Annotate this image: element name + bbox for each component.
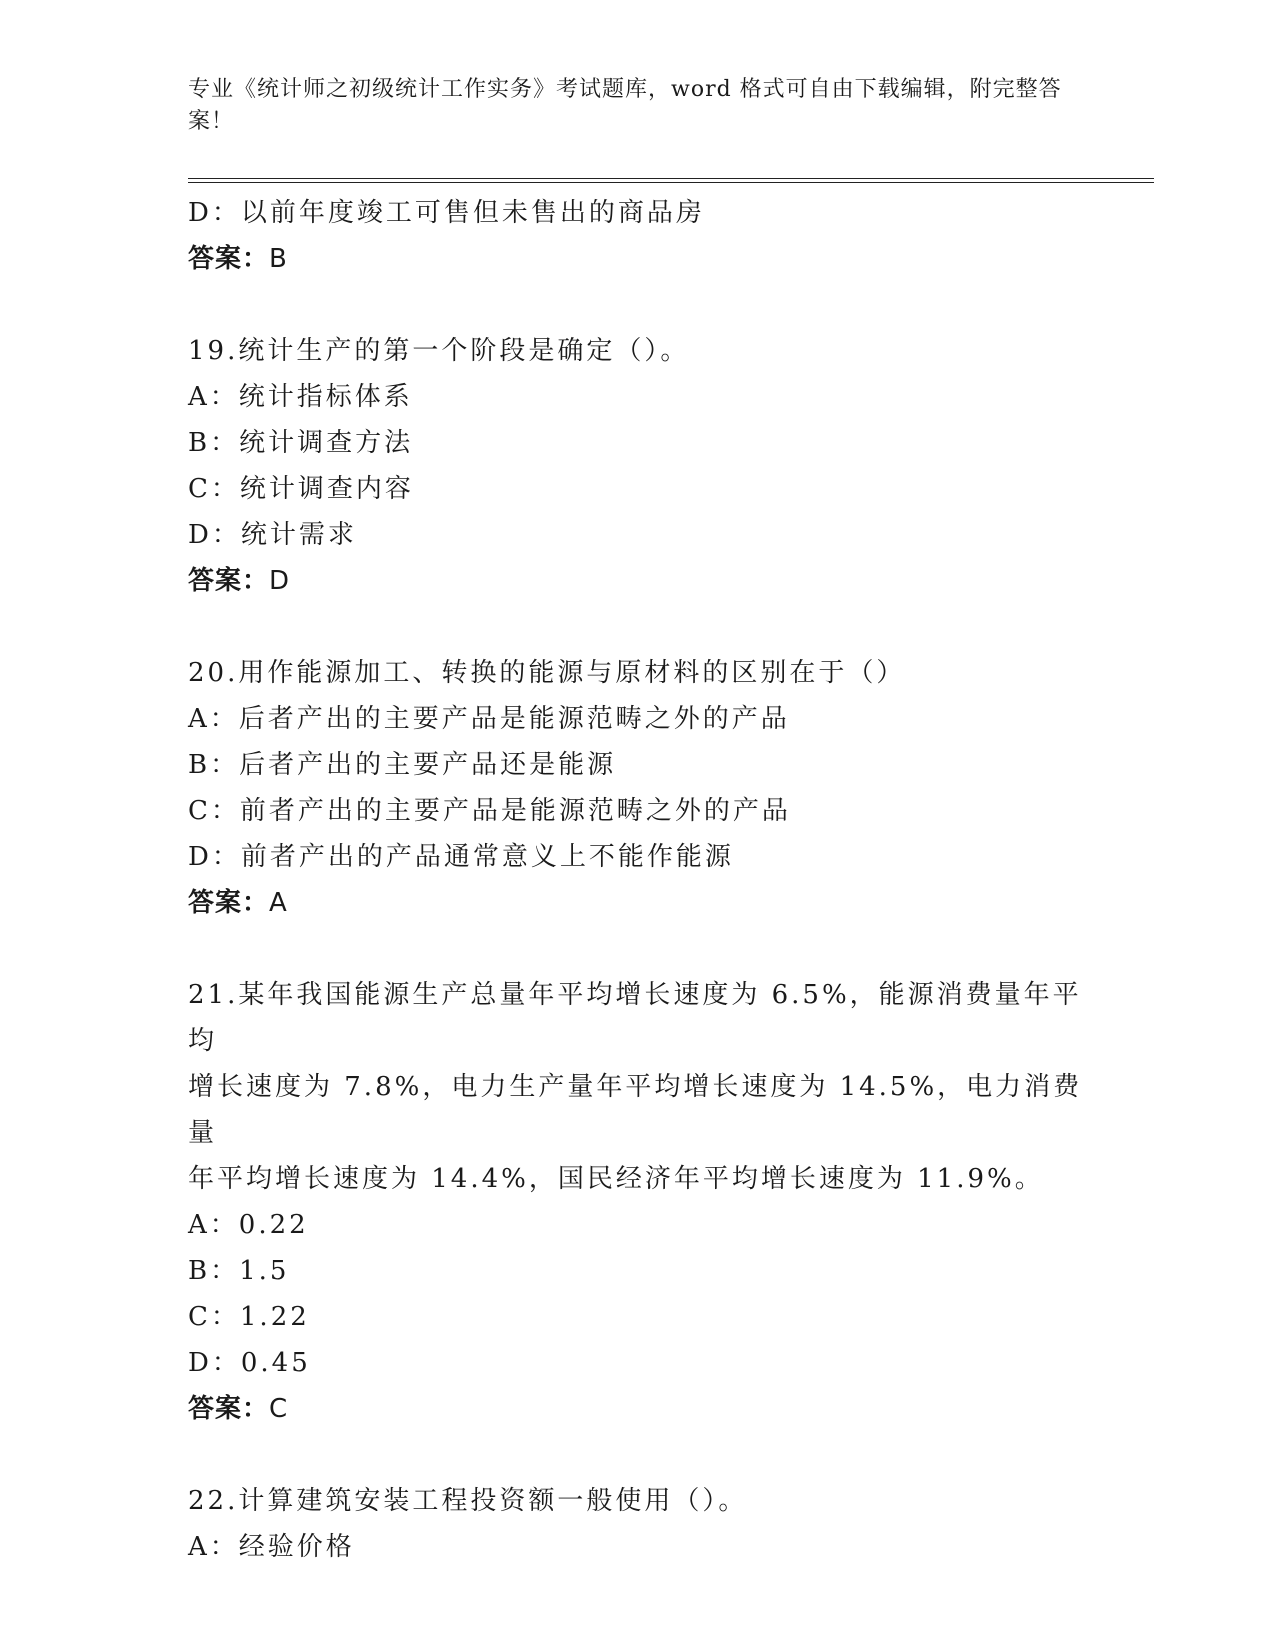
- option-a: A：经验价格: [188, 1532, 355, 1562]
- question-20: [188, 650, 1088, 926]
- answer-line: [188, 880, 1088, 926]
- question-stem: 19.统计生产的第一个阶段是确定（）。: [188, 336, 690, 366]
- option-d: D：统计需求: [188, 520, 357, 550]
- answer-line: [188, 558, 1088, 604]
- answer-line: [188, 236, 1088, 282]
- header-divider: [188, 178, 1154, 183]
- answer-value: A: [269, 888, 288, 918]
- document-body: [188, 190, 1088, 1570]
- option-b: B：统计调查方法: [188, 428, 414, 458]
- question-stem: 20.用作能源加工、转换的能源与原材料的区别在于（）: [188, 658, 906, 688]
- answer-label: 答案：: [188, 244, 270, 274]
- question-stem-line-2: 增长速度为 7.8%，电力生产量年平均增长速度为 14.5%，电力消费量: [188, 1072, 1083, 1148]
- question-stem: 22.计算建筑安装工程投资额一般使用（）。: [188, 1486, 748, 1516]
- answer-value: D: [269, 566, 291, 596]
- answer-label: 答案：: [188, 888, 270, 918]
- answer-value: C: [269, 1394, 289, 1424]
- option-b: B：1.5: [188, 1256, 290, 1286]
- option-a: A：0.22: [188, 1210, 309, 1240]
- option-c: C：前者产出的主要产品是能源范畴之外的产品: [188, 796, 791, 826]
- option-a: A：统计指标体系: [188, 382, 413, 412]
- option-d: D：0.45: [188, 1348, 311, 1378]
- document-header: 专业《统计师之初级统计工作实务》考试题库，word 格式可自由下载编辑，附完整答案！: [188, 77, 1062, 134]
- option-a: A：后者产出的主要产品是能源范畴之外的产品: [188, 704, 790, 734]
- question-19: [188, 328, 1088, 604]
- question-stem-line-3: 年平均增长速度为 14.4%，国民经济年平均增长速度为 11.9%。: [188, 1164, 1044, 1194]
- option-d: D：前者产出的产品通常意义上不能作能源: [188, 842, 734, 872]
- answer-line: [188, 1386, 1088, 1432]
- question-stem-line-1: 21.某年我国能源生产总量年平均增长速度为 6.5%，能源消费量年平均: [188, 980, 1082, 1056]
- option-c: C：统计调查内容: [188, 474, 414, 504]
- question-21: [188, 972, 1088, 1432]
- option-b: B：后者产出的主要产品还是能源: [188, 750, 617, 780]
- option-c: C：1.22: [188, 1302, 310, 1332]
- answer-value: B: [269, 244, 288, 274]
- answer-label: 答案：: [188, 1394, 270, 1424]
- answer-label: 答案：: [188, 566, 270, 596]
- option-d: D：以前年度竣工可售但未售出的商品房: [188, 198, 705, 228]
- question-22: [188, 1478, 1088, 1570]
